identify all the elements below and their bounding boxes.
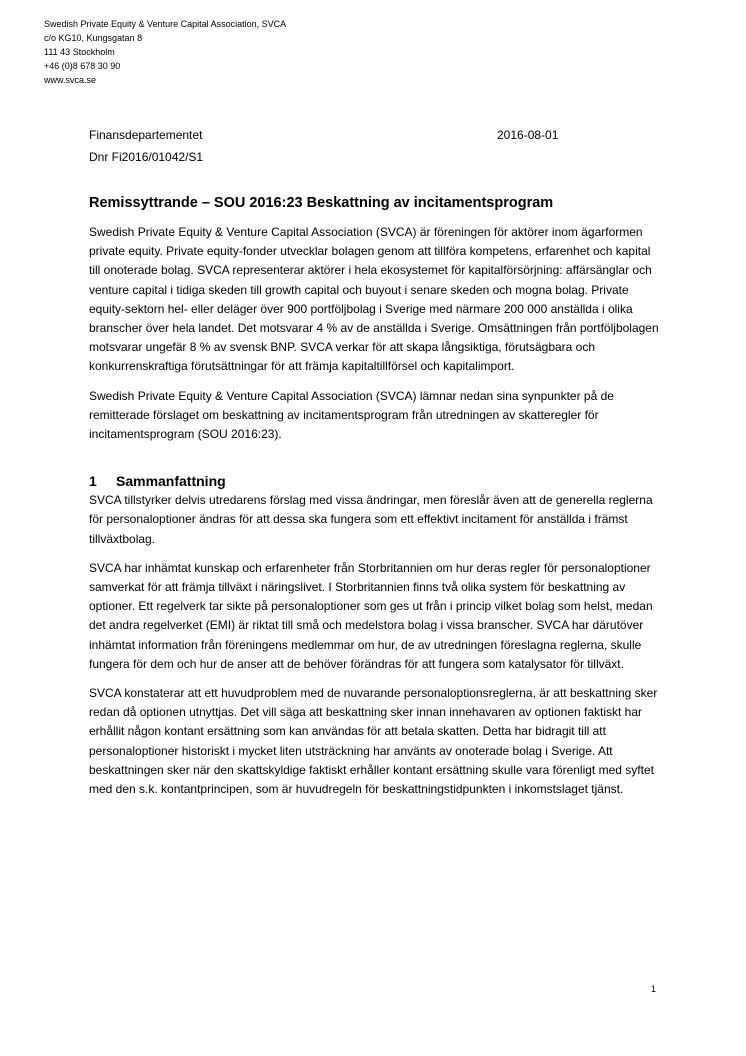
sender-city: 111 43 Stockholm (44, 47, 115, 57)
sender-organization: Swedish Private Equity & Venture Capital Association, SVCA (44, 19, 287, 29)
intro-paragraph: Swedish Private Equity & Venture Capital Association (SVCA) är föreningen för aktörer inom ägarformen private equity. Private equity-fonder utvecklar bolagen genom att tillföra kompetens, erfarenhet och kapital till onoterade bolag. SVCA representerar aktörer i hela ekosystemet för kapitalförsörjning: affärsänglar och venture capital i tidiga skeden till growth capital och buyout i senare skeden och mogna bolag. Private equity-sektorn hel- eller deläger över 900 portföljbolag i Sverige med närmare 200 000 anställda i olika branscher över hela landet. Det motsvarar 4 % av de anställda i Sverige. Omsättningen från portföljbolagen motsvarar ungefär 8 % av svensk BNP. SVCA verkar för att skapa långsiktiga, förutsägbara och konkurrenskraftiga förutsättningar för att främja kapitaltillförsel och kapitalimport. (89, 225, 659, 374)
recipient-block (89, 124, 203, 168)
section-paragraph: SVCA konstaterar att ett huvudproblem med de nuvarande personaloptionsreglerna, är att beskattning sker redan då optionen utnyttjas. Det vill säga att beskattning sker innan innehavaren av optionen faktiskt har erhållit någon kontant ersättning som kan användas för att betala skatten. Detta har bidragit till att personaloptioner historiskt i mycket liten utsträckning har använts av onoterade bolag i Sverige. Att beskattningen sker när den skattskyldige faktiskt erhåller kontant ersättning skulle vara förenligt med syftet med den s.k. kontantprincipen, som är huvudregeln för beskattningstidpunkten i inkomstslaget tjänst. (89, 686, 658, 797)
intro-paragraph: Swedish Private Equity & Venture Capital Association (SVCA) lämnar nedan sina synpunkter på de remitterade förslaget om beskattning av incitamentsprogram från utredningen av skatteregler för incitamentsprogram (SOU 2016:23). (89, 388, 614, 442)
sender-street: c/o KG10, Kungsgatan 8 (44, 33, 143, 43)
section-heading (89, 472, 664, 491)
document-title: Remissyttrande – SOU 2016:23 Beskattning av incitamentsprogram (89, 195, 554, 211)
section-paragraph: SVCA tillstyrker delvis utredarens förslag med vissa ändringar, men föreslår även att de generella reglerna för personaloptioner ändras för att dessa ska fungera som ett effektivt incitament för anställda i främst tillväxtbolag. (89, 493, 653, 546)
recipient-name: Finansdepartementet (89, 128, 203, 142)
document-date: 2016-08-01 (497, 128, 559, 142)
document-body (89, 192, 664, 809)
section-paragraph: SVCA har inhämtat kunskap och erfarenheter från Storbritannien om hur deras regler för personaloptioner samverkat för att främja tillväxt i näringslivet. I Storbritannien finns två olika system för beskattning av optioner. Ett regelverk tar sikte på personaloptioner som ges ut från i princip vilket bolag som helst, medan det andra regelverket (EMI) är riktat till små och medelstora bolag i vissa branscher. SVCA har därutöver inhämtat information från föreningens medlemmar om hur, de av utredningen föreslagna reglerna, skulle fungera för dem och hur de anser att de behöver förändras för att fungera som katalysator för tillväxt. (89, 560, 653, 671)
section-title: Sammanfattning (116, 473, 226, 490)
recipient-reference: Dnr Fi2016/01042/S1 (89, 150, 204, 164)
section-number: 1 (89, 473, 97, 490)
sender-phone: +46 (0)8 678 30 90 (44, 61, 121, 71)
sender-website: www.svca.se (44, 75, 97, 85)
sender-address (44, 17, 286, 87)
page-number: 1 (651, 984, 657, 994)
